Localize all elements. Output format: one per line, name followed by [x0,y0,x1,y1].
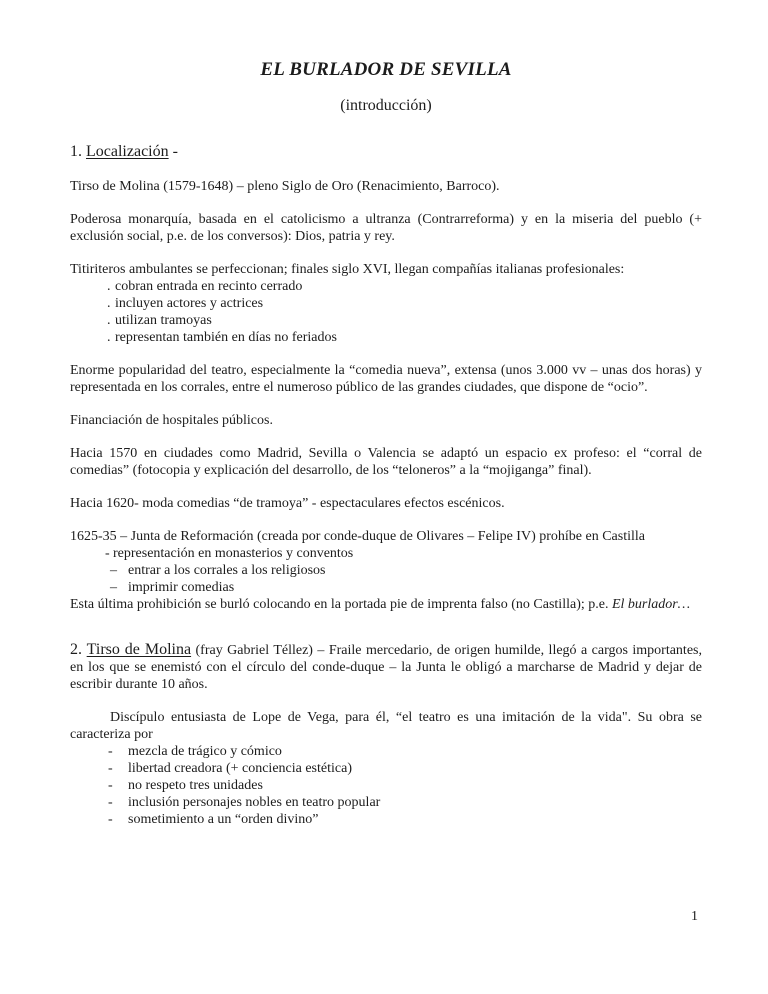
list-item-text: libertad creadora (+ conciencia estética) [128,761,352,776]
section2-heading [70,641,191,658]
list-item-text: representan también en días no feriados [115,330,337,345]
paragraph-junta: 1625-35 – Junta de Reformación (creada por conde-duque de Olivares – Felipe IV) prohíbe en Castilla [70,529,645,544]
caracteristicas-list [70,743,702,828]
paragraph-popularidad: Enorme popularidad del teatro, especialmente la “comedia nueva”, extensa (unos 3.000 vv – unas dos horas) y representada en los corrales, entre el numeroso público de las grandes ciudades, que dispone de “ocio”. [70,363,702,395]
paragraph-tramoya: Hacia 1620- moda comedias “de tramoya” - espectaculares efectos escénicos. [70,496,505,511]
list-item [107,295,702,312]
hyphen-bullet: - [108,795,113,810]
list-item [108,760,702,777]
prohibicion-text: Esta última prohibición se burló colocando en la portada pie de imprenta falso (no Castilla); p.e. [70,597,612,612]
hyphen-bullet: - [108,812,113,827]
paragraph-financiacion: Financiación de hospitales públicos. [70,413,273,428]
section1-heading [70,142,702,162]
paragraph-tirso-dates: Tirso de Molina (1579-1648) – pleno Siglo de Oro (Renacimiento, Barroco). [70,179,500,194]
paragraph-prohibicion [70,596,702,613]
list-item [107,329,702,346]
section1-title: Localización [86,143,169,160]
list-item-text: imprimir comedias [128,580,235,595]
list-item-text: inclusión personajes nobles en teatro popular [128,795,381,810]
section1-suffix: - [168,143,178,160]
dot-bullet: . [107,330,111,345]
list-item-text: sometimiento a un “orden divino” [128,812,319,827]
paragraph-titiriteros: Titiriteros ambulantes se perfeccionan; finales siglo XVI, llegan compañías italianas profesionales: [70,262,625,277]
dash-bullet: – [110,563,117,578]
hyphen-bullet: - [108,778,113,793]
paragraph-discipulo: Discípulo entusiasta de Lope de Vega, para él, “el teatro es una imitación de la vida". Su obra se caracteriza por [70,710,702,742]
list-item-text: incluyen actores y actrices [115,296,264,311]
section2-number: 2. [70,641,87,658]
list-item [110,579,702,596]
hyphen-bullet: - [108,744,113,759]
titiriteros-list [70,278,702,346]
list-item-text: entrar a los corrales a los religiosos [128,563,326,578]
list-item-text: representación en monasterios y conventos [113,546,354,561]
list-item [107,312,702,329]
page-number: 1 [691,909,698,924]
dot-bullet: . [107,296,111,311]
prohibicion-italic-title: El burlador… [611,597,691,612]
list-item [110,562,702,579]
hyphen-bullet: - [108,761,113,776]
list-item [108,794,702,811]
section2-intro-text: (fray Gabriel Téllez) – Fraile mercedario, de origen humilde, llegó a cargos importantes, en los que se enemistó con el círculo del conde-duque – la Junta le obligó a marcharse de Madrid y dejar de escribir durante 10 años. [70,643,702,692]
list-item [107,278,702,295]
paragraph-monarquia: Poderosa monarquía, basada en el catolicismo a ultranza (Contrarreforma) y en la miseria del pueblo (+ exclusión social, p.e. de los conversos): Dios, patria y rey. [70,212,702,244]
section2-intro [70,641,702,693]
section1-number: 1. [70,143,86,160]
list-item-text: mezcla de trágico y cómico [128,744,282,759]
list-item-text: utilizan tramoyas [115,313,212,328]
dot-bullet: . [107,313,111,328]
list-item [108,743,702,760]
list-item-text: no respeto tres unidades [128,778,263,793]
junta-list [70,545,702,596]
document-content [70,0,702,828]
list-item-text: cobran entrada en recinto cerrado [115,279,303,294]
document-title: EL BURLADOR DE SEVILLA [260,59,512,80]
list-item [105,545,702,562]
dot-bullet: . [107,279,111,294]
section2-title: Tirso de Molina [86,641,192,658]
dash-bullet: – [110,580,117,595]
document-subtitle: (introducción) [340,97,432,114]
list-item [108,777,702,794]
paragraph-corral: Hacia 1570 en ciudades como Madrid, Sevilla o Valencia se adaptó un espacio ex profeso: el “corral de comedias” (fotocopia y explicación del desarrollo, de los “teloneros” a la “mojiganga” final). [70,446,702,478]
hyphen-bullet: - [105,546,110,561]
list-item [108,811,702,828]
